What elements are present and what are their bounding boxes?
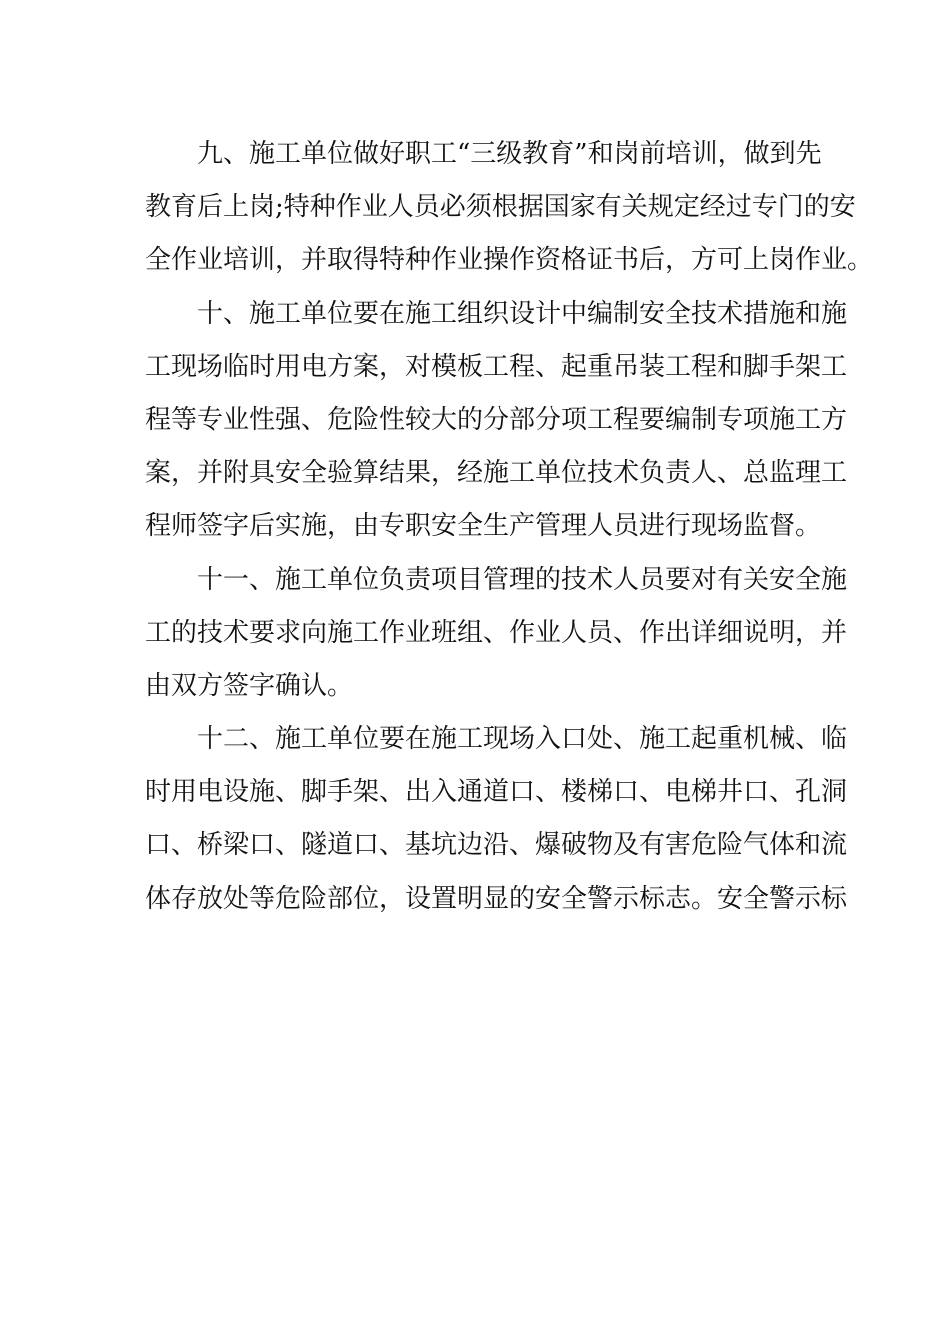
text-line: 工的技术要求向施工作业班组、作业人员、作出详细说明，并 [145,617,848,648]
text-line: 由双方签字确认。 [145,670,354,701]
text-line: 案，并附具安全验算结果，经施工单位技术负责人、总监理工 [145,458,848,489]
document-body [145,128,874,926]
text-line: 教育后上岗;特种作业人员必须根据国家有关规定经过专门的安 [145,192,856,223]
text-line: 十二、施工单位要在施工现场入口处、施工起重机械、临 [197,724,848,755]
text-line: 程等专业性强、危险性较大的分部分项工程要编制专项施工方 [145,404,848,435]
text-line: 全作业培训，并取得特种作业操作资格证书后，方可上岗作业。 [145,245,874,276]
text-line: 十一、施工单位负责项目管理的技术人员要对有关安全施 [197,564,848,595]
text-line: 程师签字后实施，由专职安全生产管理人员进行现场监督。 [145,511,822,542]
text-line: 九、施工单位做好职工“三级教育”和岗前培训，做到先 [197,139,822,169]
text-line: 十、施工单位要在施工组织设计中编制安全技术措施和施 [197,298,848,329]
text-line: 时用电设施、脚手架、出入通道口、楼梯口、电梯井口、孔洞 [145,777,848,808]
text-line: 口、桥梁口、隧道口、基坑边沿、爆破物及有害危险气体和流 [145,830,848,861]
text-line: 工现场临时用电方案，对模板工程、起重吊装工程和脚手架工 [145,351,848,382]
text-line: 体存放处等危险部位，设置明显的安全警示标志。安全警示标 [145,883,848,914]
